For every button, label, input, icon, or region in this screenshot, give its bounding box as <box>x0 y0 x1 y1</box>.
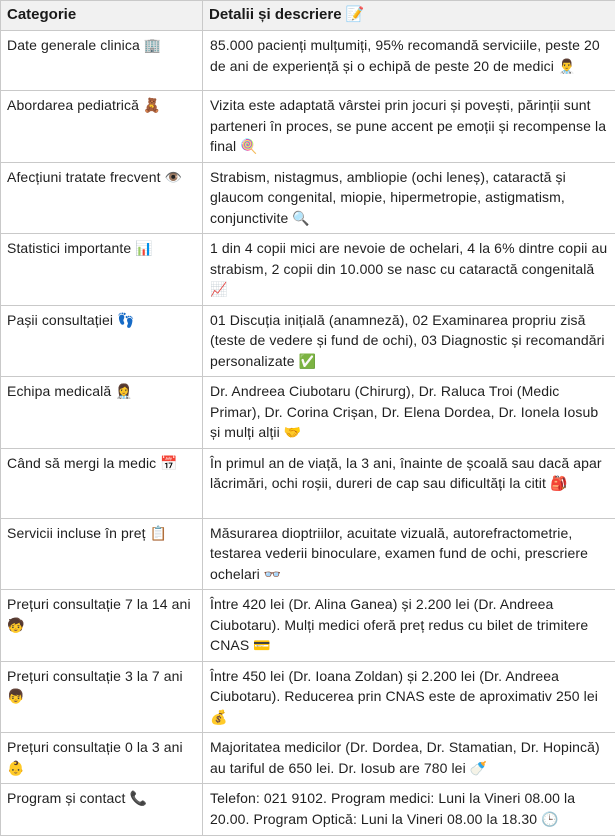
row-details: Între 420 lei (Dr. Alina Ganea) și 2.200 lei (Dr. Andreea Ciubotaru). Mulți medici oferă preț redus cu bilet de trimitere CNAS 💳 <box>203 590 615 662</box>
row-details: Telefon: 021 9102. Program medici: Luni la Vineri 08.00 la 20.00. Program Optică: Luni la Vineri 08.00 la 18.30 🕒 <box>203 784 615 836</box>
row-details: 1 din 4 copii mici are nevoie de ochelari, 4 la 6% dintre copii au strabism, 2 copii din 10.000 se nasc cu cataractă congenitală 📈 <box>203 234 615 306</box>
row-category: Prețuri consultație 7 la 14 ani 🧒 <box>1 590 203 662</box>
row-category: Prețuri consultație 0 la 3 ani 👶 <box>1 733 203 784</box>
row-details: 01 Discuția inițială (anamneză), 02 Examinarea propriu zisă (teste de vedere și fund de ochi), 03 Diagnostic și recomandări personalizate ✅ <box>203 305 615 377</box>
row-details: Dr. Andreea Ciubotaru (Chirurg), Dr. Raluca Troi (Medic Primar), Dr. Corina Crișan, Dr. Elena Dordea, Dr. Ionela Iosub și mulți alții 🤝 <box>203 377 615 449</box>
table-row <box>1 448 615 518</box>
row-category: Când să mergi la medic 📅 <box>1 448 203 518</box>
column-header-details: Detalii și descriere 📝 <box>203 1 615 31</box>
table-header-row <box>1 1 615 31</box>
row-category: Date generale clinica 🏢 <box>1 31 203 91</box>
table-row <box>1 733 615 784</box>
row-category: Servicii incluse în preț 📋 <box>1 518 203 590</box>
table-row <box>1 784 615 836</box>
table-row <box>1 518 615 590</box>
table-row <box>1 590 615 662</box>
table-row <box>1 661 615 733</box>
row-category: Afecțiuni tratate frecvent 👁️ <box>1 162 203 234</box>
row-details: Măsurarea dioptriilor, acuitate vizuală, autorefractometrie, testarea vederii binoculare, examen fund de ochi, prescriere ochelari 👓 <box>203 518 615 590</box>
row-category: Pașii consultației 👣 <box>1 305 203 377</box>
row-details: Între 450 lei (Dr. Ioana Zoldan) și 2.200 lei (Dr. Andreea Ciubotaru). Reducerea prin CNAS este de aproximativ 250 lei 💰 <box>203 661 615 733</box>
row-details: Majoritatea medicilor (Dr. Dordea, Dr. Stamatian, Dr. Hopincă) au tariful de 650 lei. Dr. Iosub are 780 lei 🍼 <box>203 733 615 784</box>
row-details: 85.000 pacienți mulțumiți, 95% recomandă serviciile, peste 20 de ani de experiență și o echipă de peste 20 de medici 👨‍⚕️ <box>203 31 615 91</box>
table-row <box>1 162 615 234</box>
table-row <box>1 377 615 449</box>
row-category: Abordarea pediatrică 🧸 <box>1 91 203 163</box>
row-details: Strabism, nistagmus, ambliopie (ochi leneș), cataractă și glaucom congenital, miopie, hipermetropie, astigmatism, conjunctivite 🔍 <box>203 162 615 234</box>
table-row <box>1 305 615 377</box>
table-row <box>1 91 615 163</box>
row-details: În primul an de viață, la 3 ani, înainte de școală sau dacă apar lăcrimări, ochi roșii, dureri de cap sau dificultăți la citit 🎒 <box>203 448 615 518</box>
table-row <box>1 234 615 306</box>
row-category: Program și contact 📞 <box>1 784 203 836</box>
row-category: Echipa medicală 👩‍⚕️ <box>1 377 203 449</box>
table-row <box>1 31 615 91</box>
row-details: Vizita este adaptată vârstei prin jocuri și povești, părinții sunt parteneri în proces, se pune accent pe emoții și recompense la final 🍭 <box>203 91 615 163</box>
column-header-category: Categorie <box>1 1 203 31</box>
row-category: Statistici importante 📊 <box>1 234 203 306</box>
row-category: Prețuri consultație 3 la 7 ani 👦 <box>1 661 203 733</box>
